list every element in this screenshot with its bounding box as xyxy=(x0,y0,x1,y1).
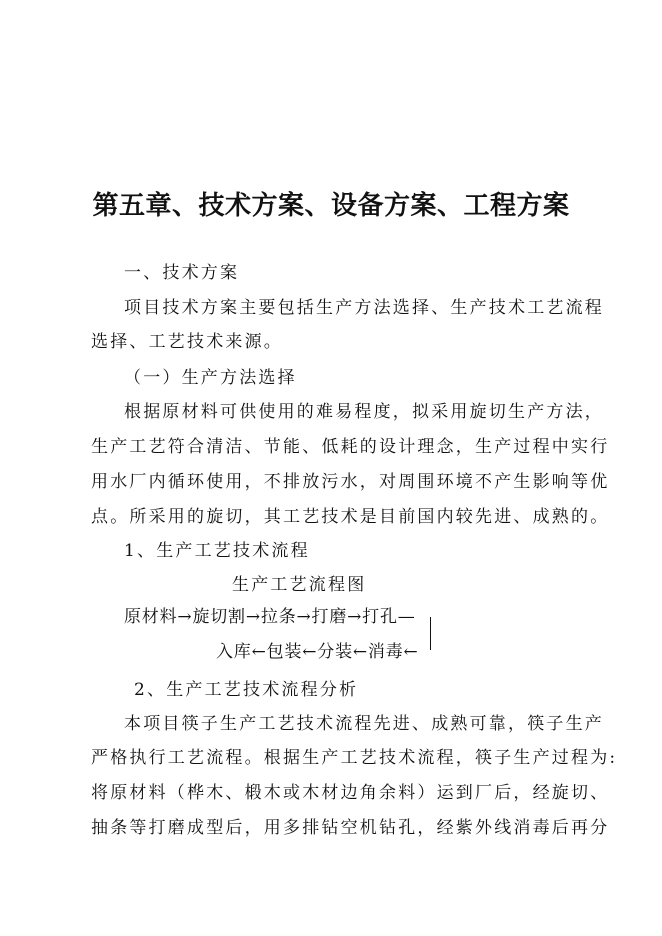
paragraph-line: 严格执行工艺流程。根据生产工艺技术流程，筷子生产过程为: xyxy=(91,748,618,768)
flowchart-caption: 生产工艺流程图 xyxy=(232,575,367,595)
paragraph-line: 抽条等打磨成型后，用多排钻空机钻孔，经紫外线消毒后再分 xyxy=(91,818,610,838)
paragraph-line: 用水厂内循环使用，不排放污水，对周围环境不产生影响等优 xyxy=(91,472,610,492)
paragraph-line: 项目技术方案主要包括生产方法选择、生产技术工艺流程 xyxy=(124,298,604,318)
subsection-heading: （一）生产方法选择 xyxy=(124,368,297,388)
paragraph-line: 生产工艺符合清洁、节能、低耗的设计理念，生产过程中实行 xyxy=(91,437,610,457)
paragraph-line: 点。所采用的旋切，其工艺技术是目前国内较先进、成熟的。 xyxy=(91,507,610,527)
paragraph-line: 根据原材料可供使用的难易程度，拟采用旋切生产方法， xyxy=(124,402,604,422)
paragraph-line: 本项目筷子生产工艺技术流程先进、成熟可靠，筷子生产 xyxy=(124,714,604,734)
flowchart-connector xyxy=(430,617,431,650)
flowchart-row-backward: 入库←包装←分装←消毒← xyxy=(216,642,419,662)
chapter-title: 第五章、技术方案、设备方案、工程方案 xyxy=(92,191,570,221)
section-heading: 一、技术方案 xyxy=(124,263,240,283)
item-heading: 1、生产工艺技术流程 xyxy=(124,541,310,561)
paragraph-line: 选择、工艺技术来源。 xyxy=(91,332,283,352)
paragraph-line: 将原材料（桦木、椴木或木材边角余料）运到厂后，经旋切、 xyxy=(91,783,610,803)
flowchart-row-forward: 原材料→旋切割→拉条→打磨→打孔— xyxy=(124,607,416,627)
item-heading: 2、生产工艺技术流程分析 xyxy=(134,680,359,700)
